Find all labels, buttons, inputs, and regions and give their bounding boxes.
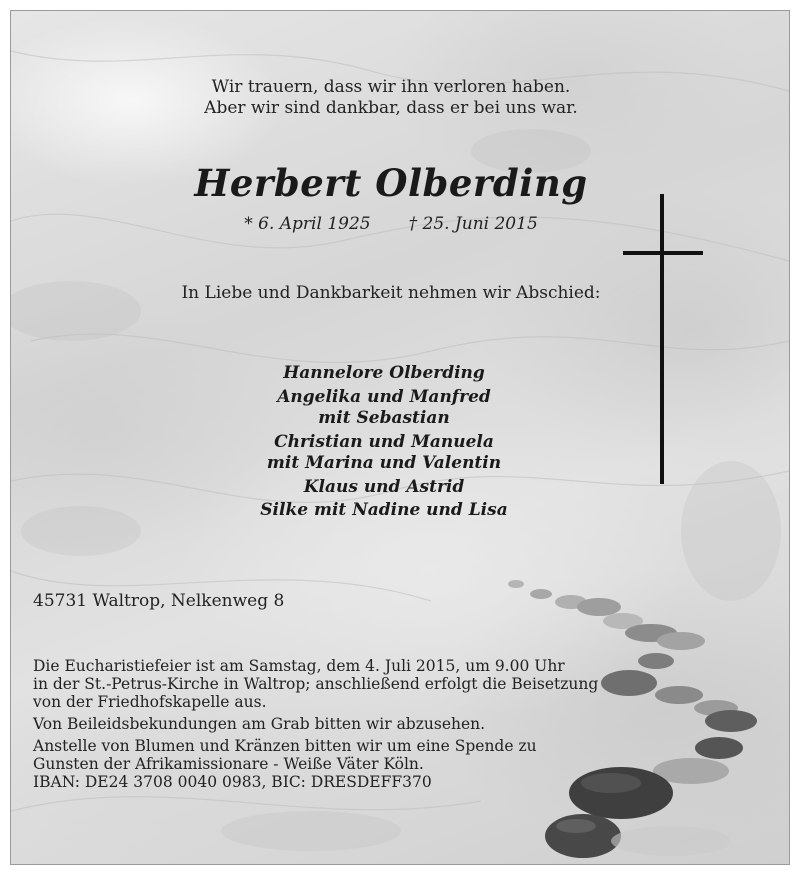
cross-icon xyxy=(623,194,703,484)
family-member: Silke mit Nadine und Lisa xyxy=(260,500,508,520)
service-text: in der St.-Petrus-Kirche in Waltrop; anschließend erfolgt die Beisetzung xyxy=(33,675,599,693)
family-member: Hannelore Olberding xyxy=(283,363,485,383)
service-text: von der Friedhofskapelle aus. xyxy=(33,693,267,711)
service-text: Die Eucharistiefeier ist am Samstag, dem 4. Juli 2015, um 9.00 Uhr xyxy=(33,657,565,675)
family-address: 45731 Waltrop, Nelkenweg 8 xyxy=(33,591,285,611)
farewell-intro: In Liebe und Dankbarkeit nehmen wir Abschied: xyxy=(181,283,601,303)
family-member: mit Marina und Valentin xyxy=(266,453,502,473)
death-date: † 25. Juni 2015 xyxy=(408,214,538,234)
birth-date: * 6. April 1925 xyxy=(244,214,371,234)
motto-line: Aber wir sind dankbar, dass er bei uns war. xyxy=(204,98,578,118)
service-information xyxy=(33,657,643,791)
bank-details: IBAN: DE24 3708 0040 0983, BIC: DRESDEFF370 xyxy=(33,773,432,791)
family-member: Christian und Manuela xyxy=(274,431,494,452)
family-member: mit Sebastian xyxy=(318,408,450,428)
motto xyxy=(11,77,771,119)
family-list xyxy=(179,363,589,522)
deceased-name: Herbert Olberding xyxy=(194,161,588,205)
donation-text: Anstelle von Blumen und Kränzen bitten wir um eine Spende zu xyxy=(33,737,537,755)
motto-line: Wir trauern, dass wir ihn verloren haben. xyxy=(211,77,571,97)
donation-text: Gunsten der Afrikamissionare - Weiße Väter Köln. xyxy=(33,755,424,773)
family-member: Klaus und Astrid xyxy=(303,476,465,497)
condolence-note: Von Beileidsbekundungen am Grab bitten wir abzusehen. xyxy=(33,715,486,733)
family-member: Angelika und Manfred xyxy=(277,386,491,407)
obituary-notice xyxy=(10,10,790,865)
